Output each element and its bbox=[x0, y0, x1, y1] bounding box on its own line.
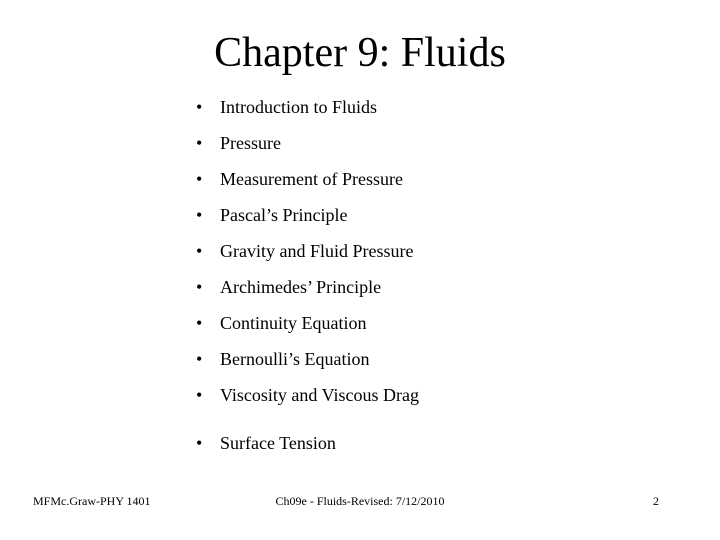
bullet-icon: • bbox=[196, 349, 203, 369]
topic-item bbox=[196, 132, 281, 154]
topic-item bbox=[196, 348, 369, 370]
topic-item bbox=[196, 168, 403, 190]
topic-item bbox=[196, 384, 419, 406]
topic-label: Introduction to Fluids bbox=[220, 97, 377, 117]
topic-item bbox=[196, 312, 367, 334]
footer-center-text: Ch09e - Fluids-Revised: 7/12/2010 bbox=[275, 494, 445, 508]
bullet-icon: • bbox=[196, 97, 203, 117]
page-number: 2 bbox=[653, 494, 659, 508]
topic-label: Pressure bbox=[220, 133, 281, 153]
bullet-icon: • bbox=[196, 205, 203, 225]
topic-item bbox=[196, 240, 413, 262]
bullet-icon: • bbox=[196, 133, 203, 153]
bullet-icon: • bbox=[196, 385, 203, 405]
bullet-icon: • bbox=[196, 169, 203, 189]
topic-label: Measurement of Pressure bbox=[220, 169, 403, 189]
topic-label: Archimedes’ Principle bbox=[220, 277, 382, 297]
topic-item bbox=[196, 96, 377, 118]
bullet-icon: • bbox=[196, 241, 203, 261]
topic-label: Surface Tension bbox=[220, 433, 336, 453]
topic-label: Viscosity and Viscous Drag bbox=[220, 385, 419, 405]
topic-item bbox=[196, 276, 381, 298]
topic-item bbox=[196, 204, 347, 226]
bullet-icon: • bbox=[196, 277, 203, 297]
bullet-icon: • bbox=[196, 313, 203, 333]
footer-left-text: MFMc.Graw-PHY 1401 bbox=[33, 494, 151, 508]
slide-title: Chapter 9: Fluids bbox=[214, 30, 506, 76]
bullet-icon: • bbox=[196, 433, 203, 453]
topic-label: Continuity Equation bbox=[220, 313, 367, 333]
topic-label: Bernoulli’s Equation bbox=[220, 349, 370, 369]
topic-label: Gravity and Fluid Pressure bbox=[220, 241, 414, 261]
topic-label: Pascal’s Principle bbox=[220, 205, 348, 225]
topic-item bbox=[196, 432, 336, 454]
